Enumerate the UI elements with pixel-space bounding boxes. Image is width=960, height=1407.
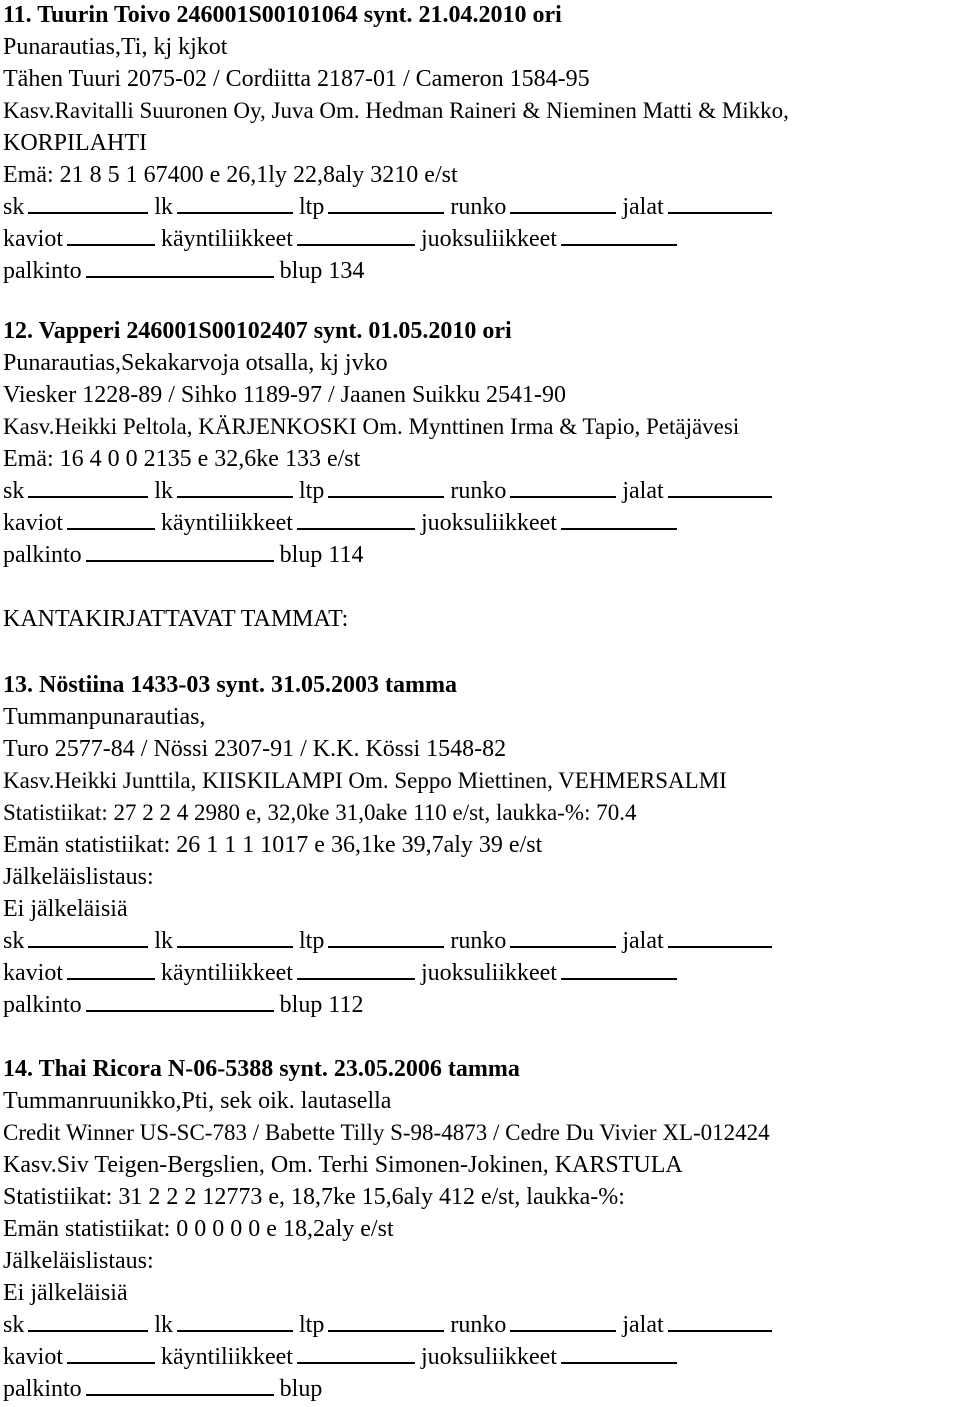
entry-11-dam-stats: Emä: 21 8 5 1 67400 e 26,1ly 22,8aly 3210 e/st xyxy=(3,162,458,188)
lk-label: lk xyxy=(154,478,174,504)
entry-11-score-row-1 xyxy=(3,192,778,222)
palkinto-blank xyxy=(86,1393,274,1396)
juoksuliikkeet-blank xyxy=(561,243,677,246)
entry-14-score-row-2 xyxy=(3,1342,683,1372)
sk-blank xyxy=(28,945,148,948)
sk-blank xyxy=(28,1329,148,1332)
runko-label: runko xyxy=(450,928,507,954)
kaviot-blank xyxy=(67,243,155,246)
palkinto-label: palkinto xyxy=(3,1376,82,1402)
blup-label: blup xyxy=(279,542,323,568)
lk-label: lk xyxy=(154,928,174,954)
entry-13-color: Tummanpunarautias, xyxy=(3,704,206,730)
runko-blank xyxy=(510,945,616,948)
kaviot-label: kaviot xyxy=(3,960,63,986)
blup-label: blup xyxy=(279,258,323,284)
runko-label: runko xyxy=(450,478,507,504)
entry-13-score-row-3 xyxy=(3,990,363,1020)
runko-blank xyxy=(510,1329,616,1332)
entry-12-breeder-owner: Kasv.Heikki Peltola, KÄRJENKOSKI Om. Mynttinen Irma & Tapio, Petäjävesi xyxy=(3,414,740,439)
juoksuliikkeet-label: juoksuliikkeet xyxy=(420,510,557,536)
ltp-label: ltp xyxy=(299,928,325,954)
sk-label: sk xyxy=(3,194,25,220)
entry-11-breeder-owner: Kasv.Ravitalli Suuronen Oy, Juva Om. Hedman Raineri & Nieminen Matti & Mikko, xyxy=(3,98,789,123)
lk-blank xyxy=(177,495,293,498)
kayntiliikkeet-label: käyntiliikkeet xyxy=(161,960,293,986)
sk-label: sk xyxy=(3,478,25,504)
entry-14-pedigree: Credit Winner US-SC-783 / Babette Tilly S-98-4873 / Cedre Du Vivier XL-012424 xyxy=(3,1120,770,1145)
ltp-label: ltp xyxy=(299,194,325,220)
entry-12-dam-stats: Emä: 16 4 0 0 2135 e 32,6ke 133 e/st xyxy=(3,446,361,472)
juoksuliikkeet-label: juoksuliikkeet xyxy=(420,226,557,252)
blup-value: 114 xyxy=(328,542,364,568)
entry-14-stats: Statistiikat: 31 2 2 2 12773 e, 18,7ke 15,6aly 412 e/st, laukka-%: xyxy=(3,1184,625,1210)
runko-label: runko xyxy=(450,194,507,220)
blup-label: blup xyxy=(279,1376,323,1402)
entry-13-score-row-2 xyxy=(3,958,683,988)
entry-12-color: Punarautias,Sekakarvoja otsalla, kj jvko xyxy=(3,350,388,376)
sk-label: sk xyxy=(3,928,25,954)
jalat-label: jalat xyxy=(622,928,664,954)
juoksuliikkeet-blank xyxy=(561,1361,677,1364)
blup-value: 134 xyxy=(328,258,365,284)
kayntiliikkeet-label: käyntiliikkeet xyxy=(161,1344,293,1370)
lk-blank xyxy=(177,945,293,948)
runko-blank xyxy=(510,211,616,214)
entry-13-stats: Statistiikat: 27 2 2 4 2980 e, 32,0ke 31,0ake 110 e/st, laukka-%: 70.4 xyxy=(3,800,637,825)
entry-12-heading: 12. Vapperi 246001S00102407 synt. 01.05.2010 ori xyxy=(3,318,512,344)
entry-11-score-row-3 xyxy=(3,256,364,286)
entry-13-pedigree: Turo 2577-84 / Nössi 2307-91 / K.K. Kössi 1548-82 xyxy=(3,736,507,762)
sk-blank xyxy=(28,495,148,498)
kayntiliikkeet-blank xyxy=(297,977,415,980)
jalat-label: jalat xyxy=(622,194,664,220)
jalat-blank xyxy=(668,495,772,498)
jalat-blank xyxy=(668,1329,772,1332)
kaviot-label: kaviot xyxy=(3,226,63,252)
juoksuliikkeet-blank xyxy=(561,977,677,980)
lk-label: lk xyxy=(154,194,174,220)
entry-14-score-row-1 xyxy=(3,1310,778,1340)
kayntiliikkeet-label: käyntiliikkeet xyxy=(161,226,293,252)
entry-12-score-row-2 xyxy=(3,508,683,538)
ltp-blank xyxy=(328,1329,444,1332)
entry-14-score-row-3 xyxy=(3,1374,322,1404)
lk-blank xyxy=(177,1329,293,1332)
palkinto-blank xyxy=(86,275,274,278)
section-heading: KANTAKIRJATTAVAT TAMMAT: xyxy=(3,606,349,632)
entry-14-offspring: Ei jälkeläisiä xyxy=(3,1280,128,1306)
entry-13-score-row-1 xyxy=(3,926,778,956)
entry-13-offspring: Ei jälkeläisiä xyxy=(3,896,128,922)
entry-14-breeder-owner: Kasv.Siv Teigen-Bergslien, Om. Terhi Simonen-Jokinen, KARSTULA xyxy=(3,1152,683,1178)
runko-label: runko xyxy=(450,1312,507,1338)
jalat-label: jalat xyxy=(622,478,664,504)
sk-label: sk xyxy=(3,1312,25,1338)
lk-blank xyxy=(177,211,293,214)
ltp-blank xyxy=(328,211,444,214)
entry-13-offspring-label: Jälkeläislistaus: xyxy=(3,864,154,890)
kaviot-blank xyxy=(67,977,155,980)
ltp-label: ltp xyxy=(299,478,325,504)
juoksuliikkeet-label: juoksuliikkeet xyxy=(420,960,557,986)
entry-14-color: Tummanruunikko,Pti, sek oik. lautasella xyxy=(3,1088,392,1114)
ltp-blank xyxy=(328,495,444,498)
entry-11-score-row-2 xyxy=(3,224,683,254)
entry-12-pedigree: Viesker 1228-89 / Sihko 1189-97 / Jaanen Suikku 2541-90 xyxy=(3,382,566,408)
entry-14-dam-stats: Emän statistiikat: 0 0 0 0 0 e 18,2aly e/st xyxy=(3,1216,394,1242)
lk-label: lk xyxy=(154,1312,174,1338)
entry-14-heading: 14. Thai Ricora N-06-5388 synt. 23.05.2006 tamma xyxy=(3,1056,520,1082)
ltp-blank xyxy=(328,945,444,948)
kayntiliikkeet-label: käyntiliikkeet xyxy=(161,510,293,536)
blup-label: blup xyxy=(279,992,323,1018)
juoksuliikkeet-label: juoksuliikkeet xyxy=(420,1344,557,1370)
entry-13-dam-stats: Emän statistiikat: 26 1 1 1 1017 e 36,1ke 39,7aly 39 e/st xyxy=(3,832,543,858)
kaviot-blank xyxy=(67,527,155,530)
ltp-label: ltp xyxy=(299,1312,325,1338)
juoksuliikkeet-blank xyxy=(561,527,677,530)
entry-12-score-row-1 xyxy=(3,476,778,506)
jalat-label: jalat xyxy=(622,1312,664,1338)
kayntiliikkeet-blank xyxy=(297,1361,415,1364)
entry-14-offspring-label: Jälkeläislistaus: xyxy=(3,1248,154,1274)
jalat-blank xyxy=(668,945,772,948)
kaviot-label: kaviot xyxy=(3,510,63,536)
entry-13-heading: 13. Nöstiina 1433-03 synt. 31.05.2003 tamma xyxy=(3,672,457,698)
palkinto-label: palkinto xyxy=(3,258,82,284)
kayntiliikkeet-blank xyxy=(297,527,415,530)
entry-12-score-row-3 xyxy=(3,540,363,570)
palkinto-blank xyxy=(86,559,274,562)
entry-11-color: Punarautias,Ti, kj kjkot xyxy=(3,34,228,60)
entry-11-pedigree: Tähen Tuuri 2075-02 / Cordiitta 2187-01 / Cameron 1584-95 xyxy=(3,66,590,92)
kaviot-label: kaviot xyxy=(3,1344,63,1370)
blup-value: 112 xyxy=(328,992,364,1018)
kaviot-blank xyxy=(67,1361,155,1364)
entry-11-heading: 11. Tuurin Toivo 246001S00101064 synt. 21.04.2010 ori xyxy=(3,2,562,28)
jalat-blank xyxy=(668,211,772,214)
sk-blank xyxy=(28,211,148,214)
entry-13-breeder-owner: Kasv.Heikki Junttila, KIISKILAMPI Om. Seppo Miettinen, VEHMERSALMI xyxy=(3,768,727,793)
palkinto-label: palkinto xyxy=(3,992,82,1018)
palkinto-blank xyxy=(86,1009,274,1012)
palkinto-label: palkinto xyxy=(3,542,82,568)
kayntiliikkeet-blank xyxy=(297,243,415,246)
entry-11-location: KORPILAHTI xyxy=(3,130,147,156)
runko-blank xyxy=(510,495,616,498)
